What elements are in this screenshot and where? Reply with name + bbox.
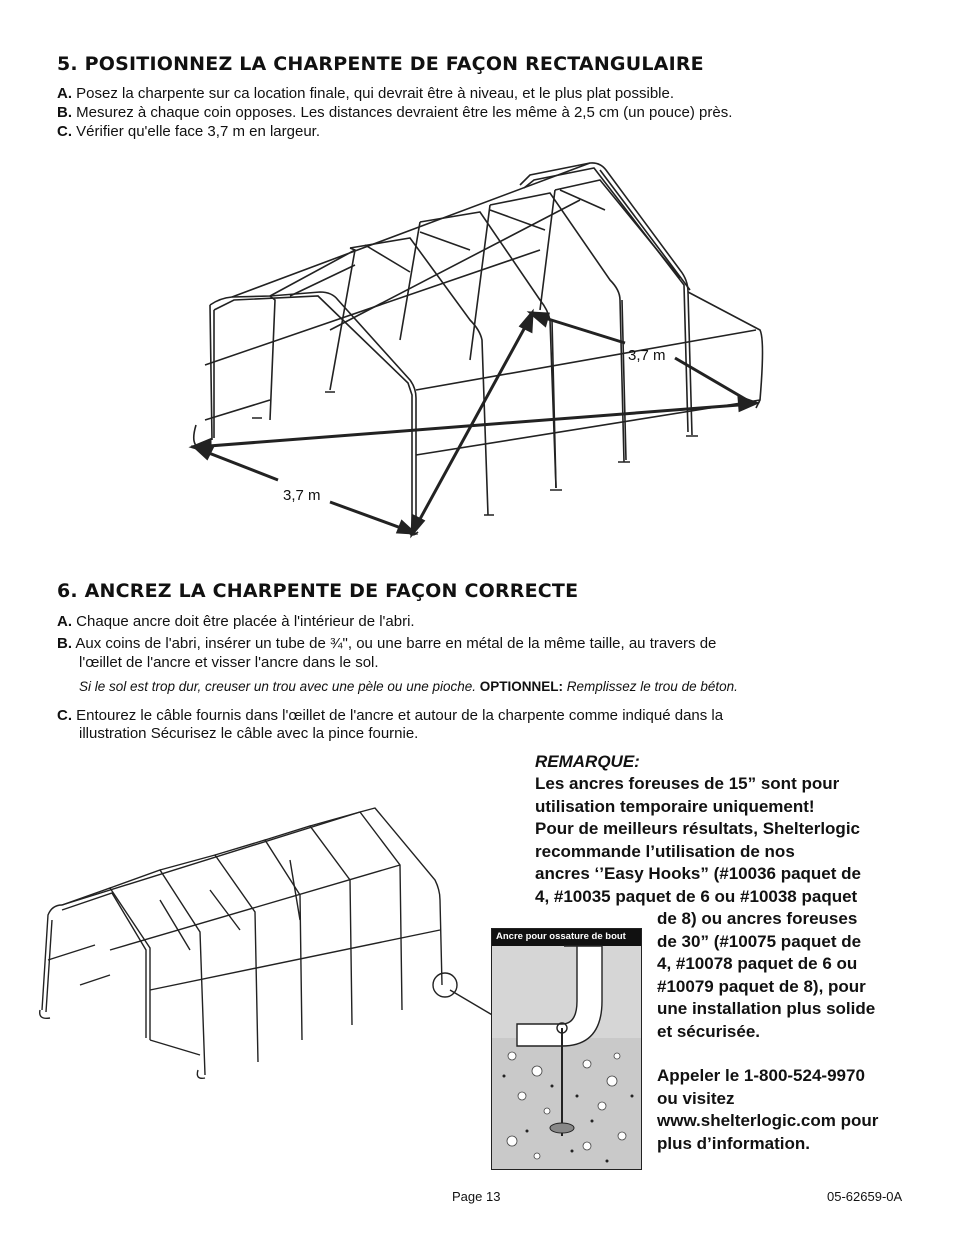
contact-lines xyxy=(657,1065,878,1155)
remark-line: de 30” (#10075 paquet de xyxy=(657,931,862,951)
tip-optional-label: OPTIONNEL: xyxy=(479,679,564,694)
contact-line: ou visitez xyxy=(657,1088,735,1108)
remark-line: de 8) ou ancres foreuses xyxy=(657,909,858,928)
step-text: Mesurez à chaque coin opposes. Les distances devraient être les même à 2,5 cm (un pouce) près. xyxy=(76,104,733,121)
section-5-title: 5. POSITIONNEZ LA CHARPENTE DE FAÇON RECTANGULAIRE xyxy=(57,53,704,75)
dimension-label-right: 3,7 m xyxy=(628,347,666,364)
remark-full-lines xyxy=(535,773,861,908)
step-text: Chaque ancre doit être placée à l'intérieur de l'abri. xyxy=(76,613,415,630)
step-letter: B. xyxy=(57,104,72,121)
remark-line: 4, #10078 paquet de 6 ou xyxy=(657,954,858,973)
remark-line: utilisation temporaire uniquement! xyxy=(535,796,815,816)
remark-line: 4, #10035 paquet de 6 ou #10038 paquet xyxy=(535,886,858,906)
remark-line: recommande l’utilisation de nos xyxy=(535,841,795,861)
step-letter: B. xyxy=(57,635,72,652)
tip-rest: Remplissez le trou de béton. xyxy=(566,679,738,694)
contact-line: www.shelterlogic.com pour xyxy=(657,1111,879,1130)
step-6b-cont: l'œillet de l'ancre et visser l'ancre dans le sol. xyxy=(79,654,379,671)
remark-line: ancres ‘’Easy Hooks” (#10036 paquet de xyxy=(535,864,861,883)
tip-main: Si le sol est trop dur, creuser un trou avec une pèle ou une pioche. xyxy=(79,679,476,694)
contact-line: Appeler le 1-800-524-9970 xyxy=(657,1066,865,1085)
step-letter: C. xyxy=(57,123,72,140)
step-letter: C. xyxy=(57,707,72,724)
remark-heading: REMARQUE: xyxy=(535,752,640,771)
inset-label: Ancre pour ossature de bout xyxy=(492,929,641,946)
step-letter: A. xyxy=(57,613,72,630)
step-6c-cont: illustration Sécurisez le câble avec la pince fournie. xyxy=(79,725,419,742)
remark-line: et sécurisée. xyxy=(657,1021,761,1041)
section-6-title: 6. ANCREZ LA CHARPENTE DE FAÇON CORRECTE xyxy=(57,580,579,602)
remark-line: Pour de meilleurs résultats, Shelterlogic xyxy=(535,819,860,838)
anchor-detail-inset xyxy=(491,928,642,1170)
remark-line: une installation plus solide xyxy=(657,999,876,1018)
dimension-label-left: 3,7 m xyxy=(283,487,321,504)
remark-narrow-lines xyxy=(657,908,875,1043)
step-text: Entourez le câble fournis dans l'œillet de l'ancre et autour de la charpente comme indiqué dans la xyxy=(76,707,724,724)
step-text: Aux coins de l'abri, insérer un tube de ¾", ou une barre en métal de la même taille, au travers de xyxy=(75,635,717,652)
step-text: Vérifier qu'elle face 3,7 m en largeur. xyxy=(76,123,321,140)
contact-line: plus d’information. xyxy=(657,1133,810,1153)
step-text: Posez la charpente sur ca location finale, qui devrait être à niveau, et le plus plat possible. xyxy=(76,85,675,102)
step-letter: A. xyxy=(57,85,72,102)
anchor-diagram xyxy=(492,946,641,1169)
remark-line: #10079 paquet de 8), pour xyxy=(657,976,866,996)
remark-line: Les ancres foreuses de 15” sont pour xyxy=(535,774,840,793)
page-number: Page 13 xyxy=(452,1189,501,1204)
document-code: 05-62659-0A xyxy=(827,1189,903,1204)
